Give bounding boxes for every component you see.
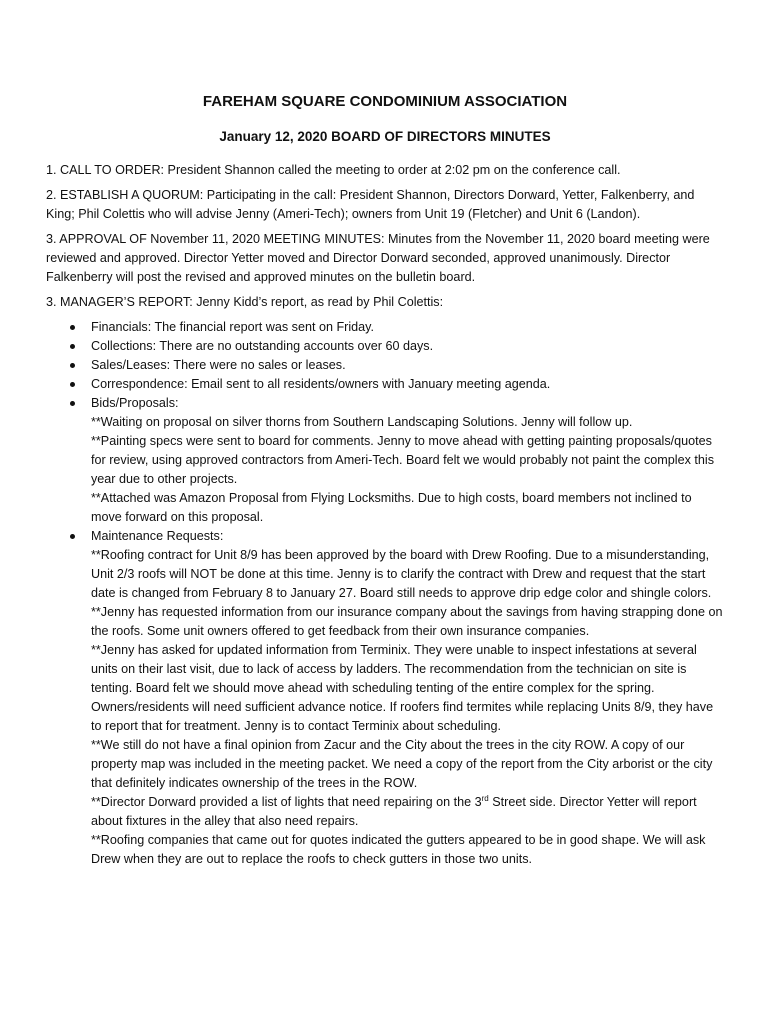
bids-label: Bids/Proposals:: [91, 396, 179, 410]
maintenance-item: **Roofing companies that came out for quotes indicated the gutters appeared to be in good shape. We will ask Drew when they are out to replace the roofs to check gutters in those two units.: [91, 833, 706, 866]
lights-text-start: **Director Dorward provided a list of lights that need repairing on the 3: [91, 795, 482, 809]
bids-item: **Attached was Amazon Proposal from Flying Locksmiths. Due to high costs, board members not inclined to move forward on this proposal.: [91, 491, 692, 524]
manager-report-heading: 3. MANAGER’S REPORT: Jenny Kidd’s report, as read by Phil Colettis:: [46, 295, 444, 309]
list-item: [46, 356, 724, 375]
maintenance-item: **Roofing contract for Unit 8/9 has been approved by the board with Drew Roofing. Due to a misunderstanding, Unit 2/3 roofs will NOT be done at this time. Jenny is to clarify the contract with Drew and request that the start date is changed from February 8 to January 27. Board still needs to approve drip edge color and shingle colors.: [91, 548, 712, 600]
maintenance-item: **Jenny has asked for updated information from Terminix. They were unable to inspect infestations at several units on their last visit, due to lack of access by ladders. The recommendation from the technician on site is tenting. Board felt we should move ahead with scheduling tenting of the entire complex for the spring. Owners/residents will need sufficient advance notice. If roofers find termites while replacing Units 8/9, they have to report that for treatment. Jenny is to contact Terminix about scheduling.: [91, 643, 714, 733]
approval-paragraph: 3. APPROVAL OF November 11, 2020 MEETING MINUTES: Minutes from the November 11, 2020 board meeting were reviewed and approved. Director Yetter moved and Director Dorward seconded, approved unanimously. Director Falkenberry will post the revised and approved minutes on the bulletin board.: [46, 232, 710, 284]
list-item: [46, 337, 724, 356]
manager-report-list: [46, 318, 724, 869]
list-item: [46, 318, 724, 337]
list-item: [46, 394, 724, 527]
call-to-order-paragraph: 1. CALL TO ORDER: President Shannon called the meeting to order at 2:02 pm on the conference call.: [46, 163, 621, 177]
maintenance-item: **Jenny has requested information from our insurance company about the savings from having strapping done on the roofs. Some unit owners offered to get feedback from their own insurance companies.: [91, 605, 723, 638]
bids-item: **Painting specs were sent to board for comments. Jenny to move ahead with getting painting proposals/quotes for review, using approved contractors from Ameri-Tech. Board felt we would probably not paint the complex this year due to other projects.: [91, 434, 714, 486]
list-item: [46, 375, 724, 394]
lights-text-end: Street side. Director Yetter will report about fixtures in the alley that also need repairs.: [91, 795, 697, 828]
maintenance-label: Maintenance Requests:: [91, 529, 224, 543]
correspondence-text: Correspondence: Email sent to all residents/owners with January meeting agenda.: [91, 377, 551, 391]
document-subtitle: January 12, 2020 BOARD OF DIRECTORS MINUTES: [219, 129, 551, 144]
quorum-paragraph: 2. ESTABLISH A QUORUM: Participating in the call: President Shannon, Directors Dorward, Yetter, Falkenberry, and King; Phil Colettis who will advise Jenny (Ameri-Tech); owners from Unit 19 (Fletcher) and Unit 6 (Landon).: [46, 188, 695, 221]
sales-leases-text: Sales/Leases: There were no sales or leases.: [91, 358, 346, 372]
financials-text: Financials: The financial report was sent on Friday.: [91, 320, 375, 334]
document-title: FAREHAM SQUARE CONDOMINIUM ASSOCIATION: [202, 93, 568, 110]
maintenance-item: **We still do not have a final opinion from Zacur and the City about the trees in the city ROW. A copy of our property map was included in the meeting packet. We need a copy of the report from the City arborist or the city that definitely indicates ownership of the trees in the ROW.: [91, 738, 713, 790]
ordinal-suffix: rd: [481, 793, 489, 803]
list-item: [46, 527, 724, 869]
bids-item: **Waiting on proposal on silver thorns from Southern Landscaping Solutions. Jenny will follow up.: [91, 415, 633, 429]
collections-text: Collections: There are no outstanding accounts over 60 days.: [91, 339, 434, 353]
maintenance-item-lights: [91, 793, 724, 831]
